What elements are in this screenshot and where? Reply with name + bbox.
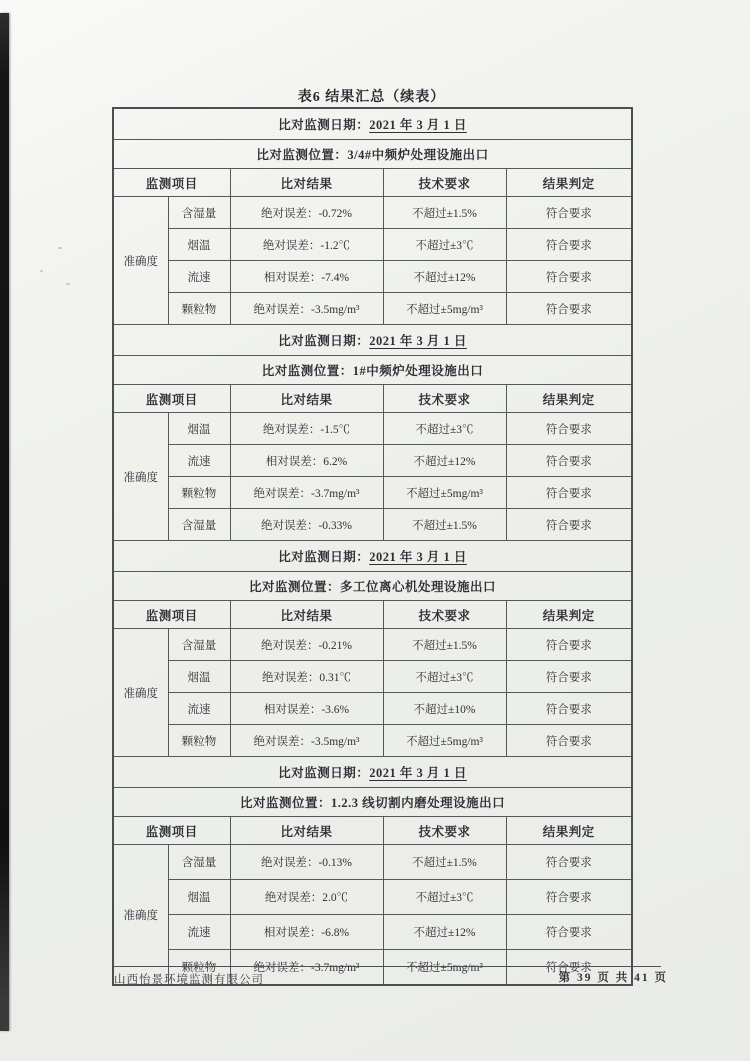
header-cell-judgement: 结果判定 (506, 169, 632, 197)
table-row (113, 629, 632, 661)
table-row (113, 880, 632, 915)
requirement-cell: 不超过±1.5% (383, 629, 506, 661)
scan-speck (40, 270, 43, 272)
table-row (113, 693, 632, 725)
table-row (113, 229, 632, 261)
requirement-cell: 不超过±12% (383, 445, 506, 477)
judgement-cell: 符合要求 (506, 661, 632, 693)
date-value: 2021 年 3 月 1 日 (369, 334, 467, 348)
result-cell: 相对误差：-3.6% (230, 693, 383, 725)
result-cell: 绝对误差：-0.72% (230, 197, 383, 229)
judgement-cell: 符合要求 (506, 725, 632, 757)
result-cell: 绝对误差：-1.5℃ (230, 413, 383, 445)
item-cell: 颗粒物 (168, 725, 230, 757)
judgement-cell: 符合要求 (506, 413, 632, 445)
judgement-cell: 符合要求 (506, 629, 632, 661)
position-cell (113, 572, 632, 601)
scan-speck (58, 247, 62, 249)
header-cell-judgement: 结果判定 (506, 601, 632, 629)
group-cell-accuracy: 准确度 (113, 197, 168, 325)
header-cell-item: 监测项目 (113, 817, 230, 845)
result-cell: 相对误差：-6.8% (230, 915, 383, 950)
requirement-cell: 不超过±5mg/m³ (383, 725, 506, 757)
section4-header-row (113, 817, 632, 845)
item-cell: 含湿量 (168, 509, 230, 541)
requirement-cell: 不超过±12% (383, 915, 506, 950)
requirement-cell: 不超过±3℃ (383, 880, 506, 915)
result-cell: 绝对误差：-0.21% (230, 629, 383, 661)
item-cell: 流速 (168, 915, 230, 950)
section2-header-row (113, 385, 632, 413)
position-cell (113, 356, 632, 385)
date-label: 比对监测日期： (278, 118, 370, 132)
date-value: 2021 年 3 月 1 日 (369, 550, 467, 564)
date-cell (113, 325, 632, 356)
judgement-cell: 符合要求 (506, 477, 632, 509)
requirement-cell: 不超过±1.5% (383, 845, 506, 880)
result-cell: 绝对误差：-0.13% (230, 845, 383, 880)
judgement-cell: 符合要求 (506, 950, 632, 986)
judgement-cell: 符合要求 (506, 880, 632, 915)
position-cell (113, 788, 632, 817)
item-cell: 烟温 (168, 229, 230, 261)
result-cell: 绝对误差：-3.7mg/m³ (230, 477, 383, 509)
footer-page-number: 第 39 页 共 41 页 (558, 972, 668, 984)
item-cell: 流速 (168, 261, 230, 293)
position-cell (113, 140, 632, 169)
requirement-cell: 不超过±5mg/m³ (383, 950, 506, 986)
header-cell-item: 监测项目 (113, 169, 230, 197)
table-row (113, 725, 632, 757)
section4-date-row (113, 757, 632, 788)
header-cell-result: 比对结果 (230, 817, 383, 845)
results-summary-table (112, 107, 633, 986)
table-row (113, 915, 632, 950)
page-title: 表6 结果汇总（续表） (297, 90, 446, 105)
requirement-cell: 不超过±10% (383, 693, 506, 725)
requirement-cell: 不超过±5mg/m³ (383, 293, 506, 325)
judgement-cell: 符合要求 (506, 509, 632, 541)
header-cell-judgement: 结果判定 (506, 817, 632, 845)
requirement-cell: 不超过±3℃ (383, 661, 506, 693)
item-cell: 烟温 (168, 880, 230, 915)
table-row (113, 261, 632, 293)
judgement-cell: 符合要求 (506, 445, 632, 477)
header-cell-judgement: 结果判定 (506, 385, 632, 413)
header-cell-result: 比对结果 (230, 169, 383, 197)
section3-header-row (113, 601, 632, 629)
result-cell: 绝对误差：-3.5mg/m³ (230, 725, 383, 757)
position-label: 比对监测位置： (256, 148, 348, 162)
judgement-cell: 符合要求 (506, 229, 632, 261)
result-cell: 相对误差：-7.4% (230, 261, 383, 293)
requirement-cell: 不超过±1.5% (383, 509, 506, 541)
table-row (113, 293, 632, 325)
table-row (113, 413, 632, 445)
item-cell: 颗粒物 (168, 477, 230, 509)
position-value: 1#中频炉处理设施出口 (352, 364, 484, 378)
footer-company-name: 山西怡景环境监测有限公司 (114, 974, 264, 986)
judgement-cell: 符合要求 (506, 261, 632, 293)
date-label: 比对监测日期： (278, 550, 370, 564)
item-cell: 颗粒物 (168, 293, 230, 325)
header-cell-requirement: 技术要求 (383, 817, 506, 845)
result-cell: 绝对误差：0.31℃ (230, 661, 383, 693)
group-cell-accuracy: 准确度 (113, 413, 168, 541)
section3-date-row (113, 541, 632, 572)
item-cell: 流速 (168, 445, 230, 477)
footer-divider (113, 966, 661, 967)
result-cell: 绝对误差：2.0℃ (230, 880, 383, 915)
header-cell-result: 比对结果 (230, 385, 383, 413)
date-value: 2021 年 3 月 1 日 (369, 766, 467, 780)
result-cell: 绝对误差：-0.33% (230, 509, 383, 541)
item-cell: 烟温 (168, 661, 230, 693)
header-cell-result: 比对结果 (230, 601, 383, 629)
judgement-cell: 符合要求 (506, 197, 632, 229)
header-cell-requirement: 技术要求 (383, 385, 506, 413)
date-label: 比对监测日期： (278, 766, 370, 780)
result-cell: 绝对误差：-3.5mg/m³ (230, 293, 383, 325)
item-cell: 含湿量 (168, 197, 230, 229)
date-label: 比对监测日期： (278, 334, 370, 348)
requirement-cell: 不超过±1.5% (383, 197, 506, 229)
result-cell: 绝对误差：-1.2℃ (230, 229, 383, 261)
table-row (113, 661, 632, 693)
item-cell: 颗粒物 (168, 950, 230, 986)
judgement-cell: 符合要求 (506, 693, 632, 725)
position-value: 3/4#中频炉处理设施出口 (347, 148, 489, 162)
position-value: 多工位离心机处理设施出口 (340, 580, 497, 594)
table-row (113, 197, 632, 229)
section1-header-row (113, 169, 632, 197)
requirement-cell: 不超过±5mg/m³ (383, 477, 506, 509)
section3-position-row (113, 572, 632, 601)
result-cell: 相对误差：6.2% (230, 445, 383, 477)
judgement-cell: 符合要求 (506, 845, 632, 880)
table-row (113, 509, 632, 541)
item-cell: 烟温 (168, 413, 230, 445)
table-row (113, 845, 632, 880)
header-cell-requirement: 技术要求 (383, 169, 506, 197)
date-cell (113, 541, 632, 572)
scan-speck (66, 283, 70, 285)
section4-position-row (113, 788, 632, 817)
date-cell (113, 108, 632, 140)
position-label: 比对监测位置： (239, 796, 331, 810)
group-cell-accuracy: 准确度 (113, 629, 168, 757)
position-label: 比对监测位置： (261, 364, 353, 378)
judgement-cell: 符合要求 (506, 293, 632, 325)
date-cell (113, 757, 632, 788)
table-row (113, 445, 632, 477)
scan-edge-artifact (0, 13, 9, 1031)
section2-date-row (113, 325, 632, 356)
header-cell-item: 监测项目 (113, 385, 230, 413)
section1-position-row (113, 140, 632, 169)
position-value: 1.2.3 线切割内磨处理设施出口 (330, 796, 506, 810)
requirement-cell: 不超过±12% (383, 261, 506, 293)
header-cell-requirement: 技术要求 (383, 601, 506, 629)
section1-date-row (113, 108, 632, 140)
item-cell: 含湿量 (168, 629, 230, 661)
requirement-cell: 不超过±3℃ (383, 413, 506, 445)
judgement-cell: 符合要求 (506, 915, 632, 950)
item-cell: 流速 (168, 693, 230, 725)
result-cell: 绝对误差：-3.7mg/m³ (230, 950, 383, 986)
date-value: 2021 年 3 月 1 日 (369, 118, 467, 132)
requirement-cell: 不超过±3℃ (383, 229, 506, 261)
header-cell-item: 监测项目 (113, 601, 230, 629)
section2-position-row (113, 356, 632, 385)
position-label: 比对监测位置： (249, 580, 341, 594)
table-row (113, 477, 632, 509)
group-cell-accuracy: 准确度 (113, 845, 168, 986)
item-cell: 含湿量 (168, 845, 230, 880)
